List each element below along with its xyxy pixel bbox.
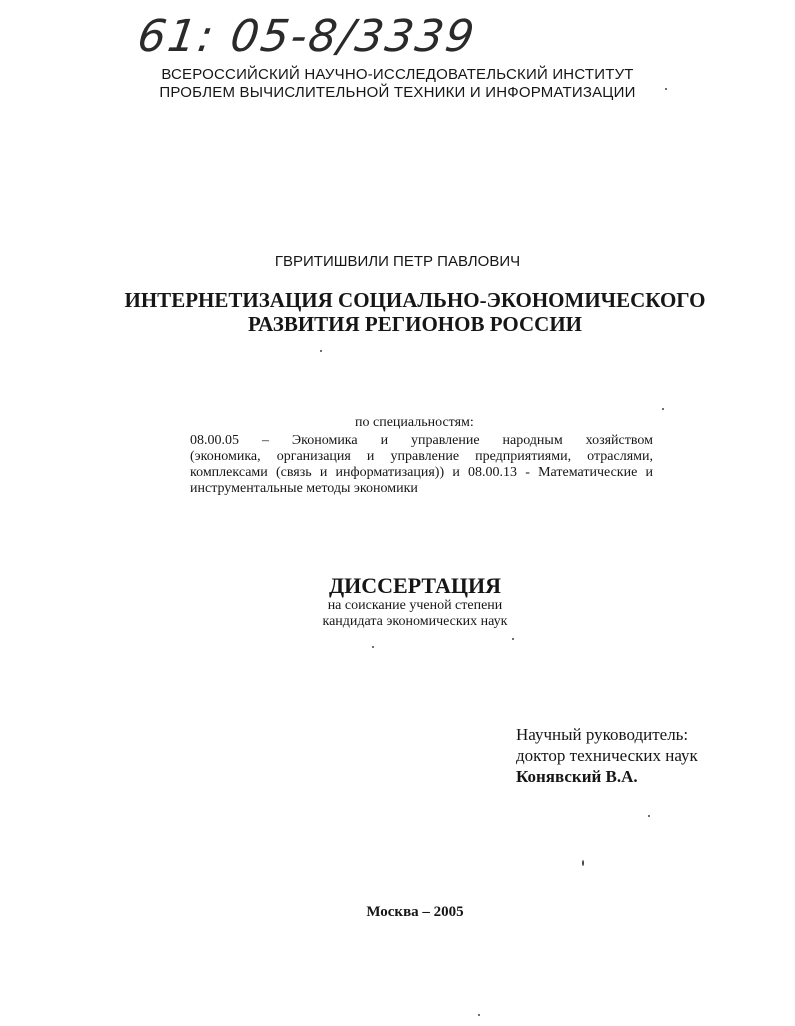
author-name: ГВРИТИШВИЛИ ПЕТР ПАВЛОВИЧ bbox=[274, 253, 521, 270]
document-type: ДИССЕРТАЦИЯ bbox=[329, 573, 501, 598]
advisor-block bbox=[516, 724, 698, 787]
thesis-title-line-1: ИНТЕРНЕТИЗАЦИЯ СОЦИАЛЬНО-ЭКОНОМИЧЕСКОГО bbox=[124, 288, 706, 312]
scan-speck bbox=[648, 815, 650, 817]
specialty-heading: по специальностям: bbox=[355, 415, 474, 430]
scan-speck bbox=[372, 646, 374, 648]
specialty-text bbox=[190, 433, 653, 497]
institute-name-line-1: ВСЕРОССИЙСКИЙ НАУЧНО-ИССЛЕДОВАТЕЛЬСКИЙ ИНСТИТУТ bbox=[161, 66, 634, 83]
place-and-year: Москва – 2005 bbox=[366, 904, 464, 920]
scan-speck bbox=[665, 88, 667, 90]
scan-speck bbox=[320, 350, 322, 352]
institute-name-line-2: ПРОБЛЕМ ВЫЧИСЛИТЕЛЬНОЙ ТЕХНИКИ И ИНФОРМАТИЗАЦИИ bbox=[159, 84, 636, 101]
specialty-line: (экономика, организация и управление предприятиями, отраслями, bbox=[190, 449, 653, 464]
scan-speck bbox=[582, 860, 584, 866]
scan-speck bbox=[512, 638, 514, 640]
advisor-degree: доктор технических наук bbox=[516, 746, 698, 765]
degree-line-2: кандидата экономических наук bbox=[322, 614, 508, 629]
degree-line-1: на соискание ученой степени bbox=[327, 598, 503, 613]
specialty-line: комплексами (связь и информатизация)) и 08.00.13 - Математические и bbox=[190, 465, 653, 480]
specialty-line: инструментальные методы экономики bbox=[190, 481, 418, 496]
scan-speck bbox=[662, 408, 664, 410]
handwritten-archive-code: 61: 05-8/3339 bbox=[134, 11, 480, 62]
thesis-title-line-2: РАЗВИТИЯ РЕГИОНОВ РОССИИ bbox=[247, 312, 583, 336]
advisor-name: Конявский В.А. bbox=[516, 767, 638, 786]
specialty-line: 08.00.05 – Экономика и управление народным хозяйством bbox=[190, 433, 653, 448]
advisor-role: Научный руководитель: bbox=[516, 725, 689, 744]
scan-speck bbox=[478, 1014, 480, 1016]
